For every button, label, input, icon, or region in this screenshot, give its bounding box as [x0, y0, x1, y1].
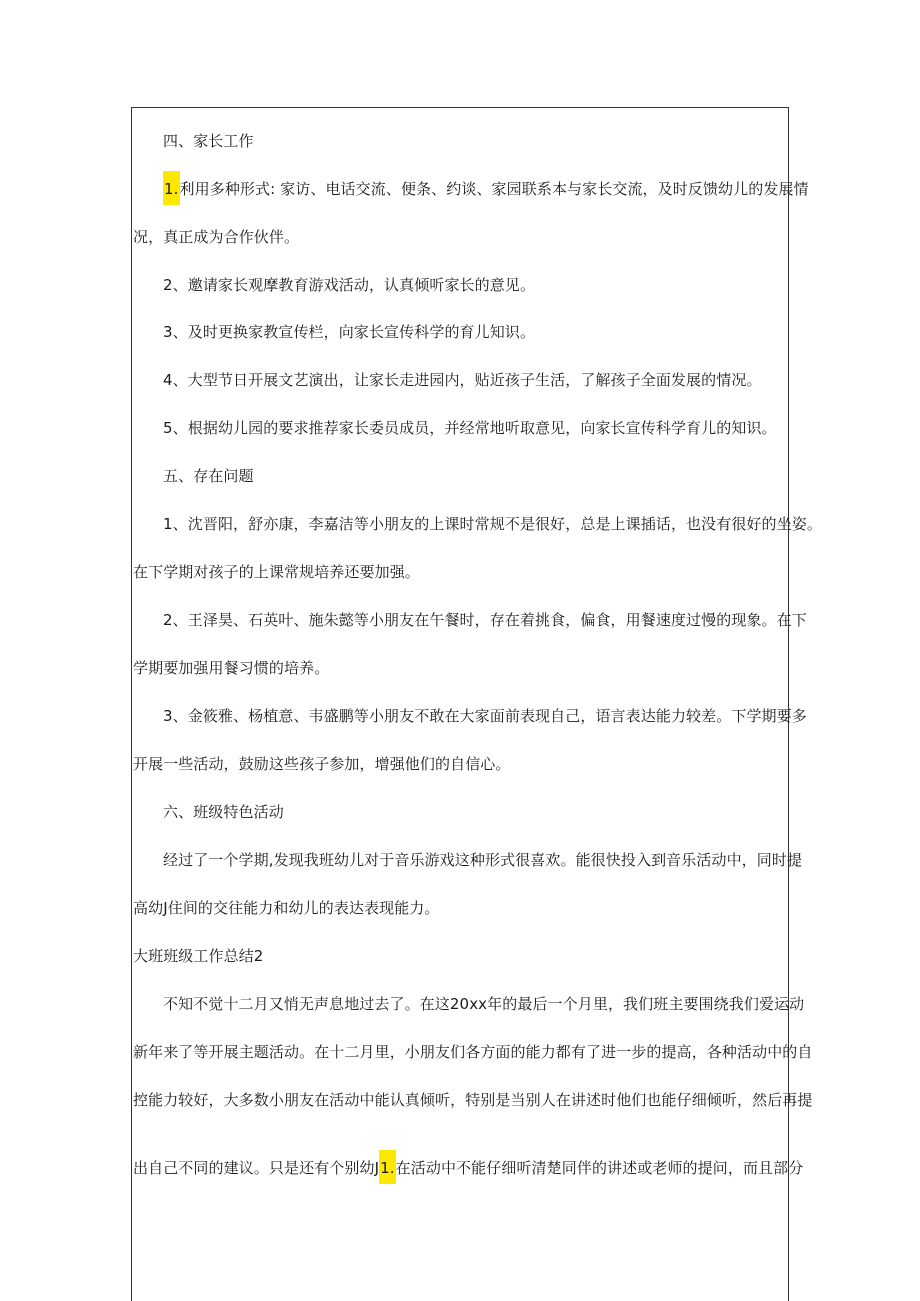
section-4-item-4: 4、大型节日开展文艺演出，让家长走进园内，贴近孩子生活，了解孩子全面发展的情况。 [163, 371, 762, 389]
section-5-item-3-line-2: 开展一些活动，鼓励这些孩子参加，增强他们的自信心。 [133, 755, 511, 773]
highlight-marker: 1. [380, 1159, 395, 1177]
section-5-item-2-line-1: 2、王泽昊、石英叶、施朱懿等小朋友在午餐时，存在着挑食，偏食，用餐速度过慢的现象。在下 [163, 611, 807, 629]
summary-2-paragraph-line-1: 不知不觉十二月又悄无声息地过去了。在这20xx年的最后一个月里，我们班主要围绕我们爱运动 [163, 995, 805, 1013]
section-4-item-5: 5、根据幼儿园的要求推荐家长委员成员，并经常地听取意见，向家长宣传科学育儿的知识。 [163, 419, 777, 437]
section-6-title: 六、班级特色活动 [163, 803, 284, 821]
section-5-item-1-line-2: 在下学期对孩子的上课常规培养还要加强。 [133, 563, 420, 581]
section-4-title: 四、家长工作 [163, 132, 254, 150]
section-5-title: 五、存在问题 [163, 467, 254, 485]
line-text-after: 在活动中不能仔细听清楚同伴的讲述或老师的提问，而且部分 [395, 1159, 804, 1177]
section-6-paragraph-line-1: 经过了一个学期,发现我班幼儿对于音乐游戏这种形式很喜欢。能很快投入到音乐活动中，同时提 [163, 851, 803, 869]
section-4-item-1-line-1 [163, 179, 823, 199]
section-5-item-1-line-1: 1、沈晋阳，舒亦康，李嘉洁等小朋友的上课时常规不是很好，总是上课插话，也没有很好的坐姿。 [163, 515, 822, 533]
summary-2-paragraph-line-4 [133, 1158, 804, 1178]
summary-2-paragraph-line-3: 控能力较好，大多数小朋友在活动中能认真倾听，特别是当别人在讲述时他们也能仔细倾听，然后再提 [133, 1091, 813, 1109]
summary-2-paragraph-line-2: 新年来了等开展主题活动。在十二月里，小朋友们各方面的能力都有了进一步的提高，各种活动中的自 [133, 1043, 813, 1061]
section-5-item-2-line-2: 学期要加强用餐习惯的培养。 [133, 659, 330, 677]
line-text-before: 出自己不同的建议。只是还有个别幼J [133, 1159, 380, 1177]
highlight-marker: 1. [164, 180, 179, 198]
item-text: 利用多种形式: 家访、电话交流、便条、约谈、家园联系本与家长交流，及时反馈幼儿的发展情 [179, 180, 809, 198]
section-5-item-3-line-1: 3、金筱雅、杨植意、韦盛鹏等小朋友不敢在大家面前表现自己，语言表达能力较差。下学期要多 [163, 707, 807, 725]
summary-2-title: 大班班级工作总结2 [133, 947, 264, 965]
section-4-item-3: 3、及时更换家教宣传栏，向家长宣传科学的育儿知识。 [163, 323, 536, 341]
section-4-item-1-line-2: 况，真正成为合作伙伴。 [133, 228, 300, 246]
section-6-paragraph-line-2: 高幼J住间的交往能力和幼儿的表达表现能力。 [133, 899, 440, 917]
section-4-item-2: 2、邀请家长观摩教育游戏活动，认真倾听家长的意见。 [163, 276, 536, 294]
